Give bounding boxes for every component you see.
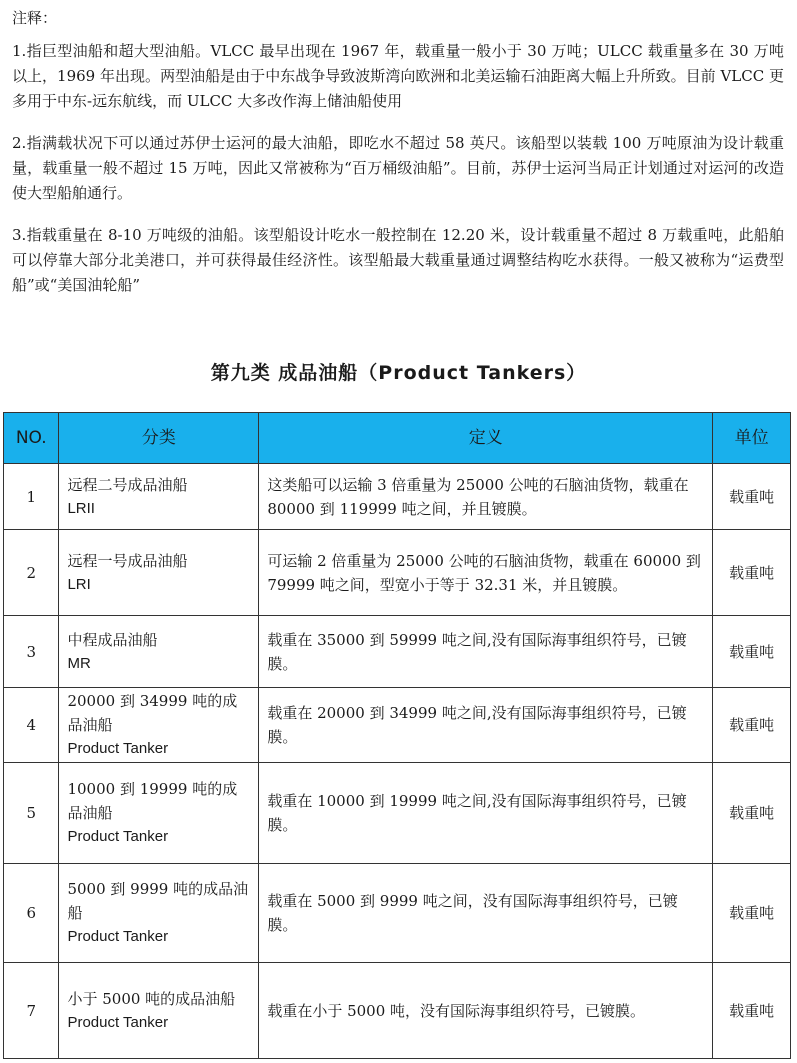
category-en: Product Tanker: [67, 740, 169, 757]
category-en: Product Tanker: [67, 1013, 169, 1031]
row-unit: 载重吨: [713, 763, 791, 864]
table-row: [4, 530, 791, 616]
table-row: [4, 763, 791, 864]
row-no: 3: [4, 616, 59, 688]
notes-label: 注释：: [12, 9, 58, 27]
row-unit: 载重吨: [713, 864, 791, 963]
category-en: Product Tanker: [67, 928, 169, 945]
note-paragraph-1: 1.指巨型油船和超大型油船。VLCC 最早出现在 1967 年，载重量一般小于 30 万吨；ULCC 载重量多在 30 万吨以上，1969 年出现。两型油船是由于中东战争导致波斯湾向欧洲和北美运输石油距离大幅上升所致。目前 VLCC 更多用于中东-远东航线，而 ULCC 大多改作海上储油船使用: [12, 42, 784, 110]
row-definition: 载重在小于 5000 吨，没有国际海事组织符号，已镀膜。: [259, 963, 713, 1059]
header-no: NO.: [4, 413, 59, 464]
category-en: MR: [67, 654, 91, 672]
note-paragraph-3: 3.指载重量在 8-10 万吨级的油船。该型船设计吃水一般控制在 12.20 米，设计载重量不超过 8 万载重吨，此船舶可以停靠大部分北美港口，并可获得最佳经济性。该型船最大载重量通过调整结构吃水获得。一般又被称为“运费型船”或“美国油轮船”: [12, 226, 784, 294]
notes-section: [12, 6, 784, 315]
product-tanker-table: [3, 412, 791, 1059]
category-cn: 10000 到 19999 吨的成品油船: [67, 780, 238, 822]
row-no: 7: [4, 963, 59, 1059]
category-en: LRII: [67, 499, 95, 517]
table-row: [4, 864, 791, 963]
header-unit: 单位: [713, 413, 791, 464]
table-row: [4, 688, 791, 763]
category-cn: 远程二号成品油船: [67, 475, 188, 494]
row-unit: 载重吨: [713, 688, 791, 763]
category-en: Product Tanker: [67, 828, 169, 845]
table-row: [4, 963, 791, 1059]
row-unit: 载重吨: [713, 464, 791, 530]
row-definition: 载重在 5000 到 9999 吨之间，没有国际海事组织符号，已镀膜。: [259, 864, 713, 963]
row-definition: 载重在 35000 到 59999 吨之间,没有国际海事组织符号，已镀膜。: [259, 616, 713, 688]
table-row: [4, 616, 791, 688]
row-category: [59, 864, 259, 963]
row-definition: 载重在 20000 到 34999 吨之间,没有国际海事组织符号，已镀膜。: [259, 688, 713, 763]
row-unit: 载重吨: [713, 616, 791, 688]
header-category: 分类: [59, 413, 259, 464]
row-category: [59, 464, 259, 530]
row-category: [59, 616, 259, 688]
row-unit: 载重吨: [713, 530, 791, 616]
category-cn: 小于 5000 吨的成品油船: [67, 989, 236, 1008]
header-definition: 定义: [259, 413, 713, 464]
row-definition: 这类船可以运输 3 倍重量为 25000 公吨的石脑油货物，载重在 80000 到 119999 吨之间，并且镀膜。: [259, 464, 713, 530]
note-paragraph-2: 2.指满载状况下可以通过苏伊士运河的最大油船，即吃水不超过 58 英尺。该船型以装载 100 万吨原油为设计载重量，载重量一般不超过 15 万吨，因此又常被称为“百万桶级油船”。目前，苏伊士运河当局正计划通过对运河的改造使大型船舶通行。: [12, 134, 784, 202]
category-cn: 中程成品油船: [67, 630, 158, 649]
category-cn: 5000 到 9999 吨的成品油船: [67, 880, 249, 922]
row-unit: 载重吨: [713, 963, 791, 1059]
row-no: 5: [4, 763, 59, 864]
table-row: [4, 464, 791, 530]
row-no: 1: [4, 464, 59, 530]
category-cn: 远程一号成品油船: [67, 551, 188, 570]
category-en: LRI: [67, 575, 91, 593]
row-category: [59, 530, 259, 616]
section-title: 第九类 成品油船（Product Tankers）: [210, 362, 587, 384]
row-definition: 载重在 10000 到 19999 吨之间,没有国际海事组织符号，已镀膜。: [259, 763, 713, 864]
row-no: 4: [4, 688, 59, 763]
table-header-row: [4, 413, 791, 464]
row-no: 2: [4, 530, 59, 616]
row-definition: 可运输 2 倍重量为 25000 公吨的石脑油货物，载重在 60000 到 79999 吨之间，型宽小于等于 32.31 米，并且镀膜。: [259, 530, 713, 616]
row-category: [59, 688, 259, 763]
row-category: [59, 963, 259, 1059]
category-cn: 20000 到 34999 吨的成品油船: [67, 692, 238, 734]
row-category: [59, 763, 259, 864]
row-no: 6: [4, 864, 59, 963]
